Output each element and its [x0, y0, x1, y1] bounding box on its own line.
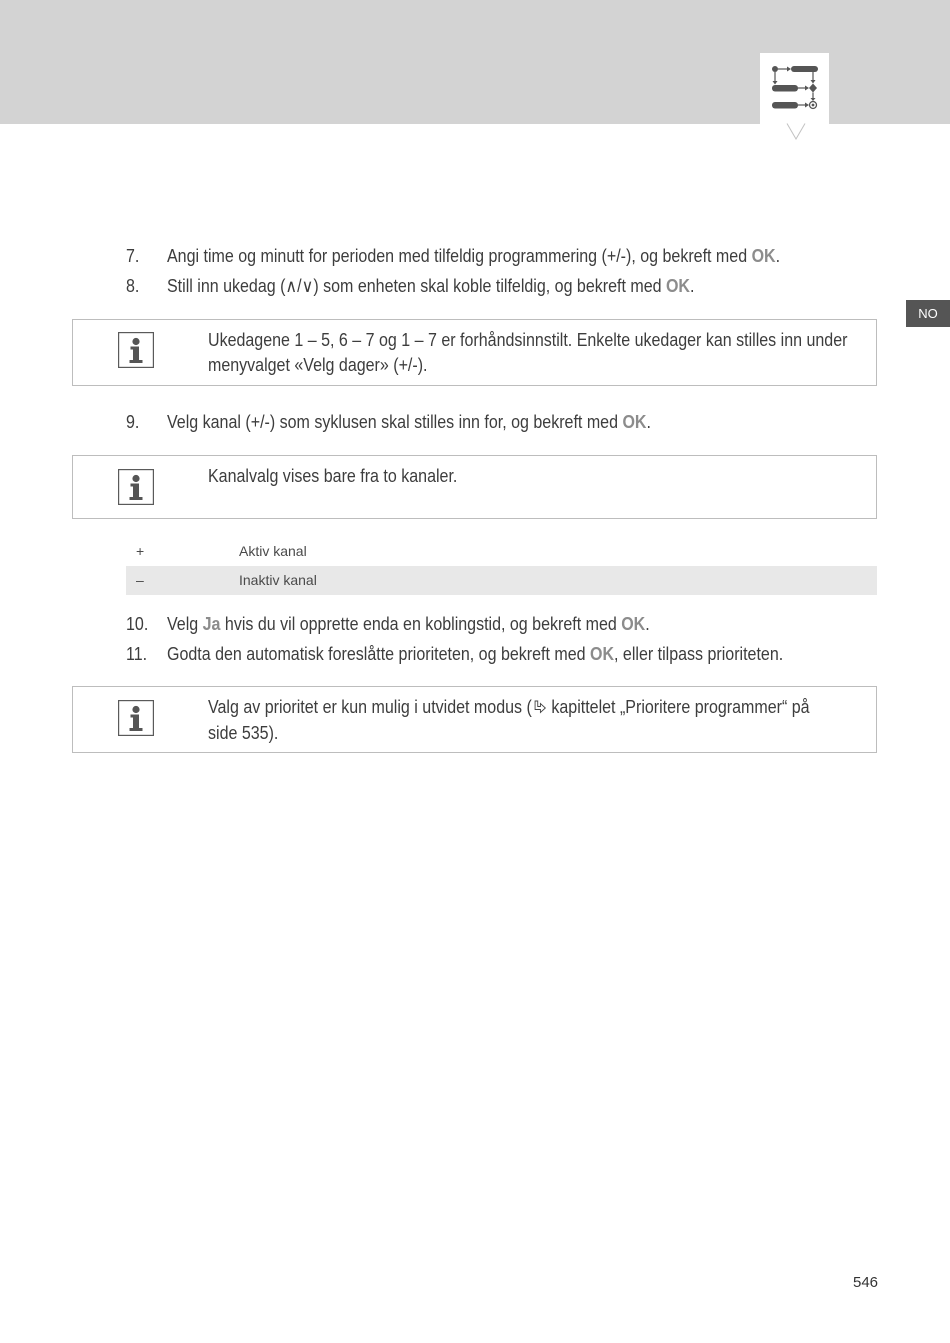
reference-arrow-icon	[534, 700, 546, 716]
channel-state-symbol: –	[136, 572, 144, 588]
note-text-line: side 535).	[208, 723, 279, 743]
step-7	[126, 246, 886, 266]
step-text-segment: hvis du vil opprette enda en koblingstid, og bekreft med	[220, 614, 622, 634]
step-text	[167, 614, 650, 634]
channel-state-label: Aktiv kanal	[239, 543, 307, 559]
ja-key-label: Ja	[202, 614, 221, 634]
step-number: 10.	[126, 614, 149, 634]
step-text-segment: .	[645, 614, 650, 634]
step-text-segment: Velg kanal (+/-) som syklusen skal stilles inn for, og bekreft med	[167, 412, 623, 432]
channel-state-table	[126, 537, 877, 595]
step-text-segment: Velg	[167, 614, 203, 634]
step-text-segment: Godta den automatisk foreslåtte prioriteten, og bekreft med	[167, 644, 590, 664]
channel-state-label: Inaktiv kanal	[239, 572, 317, 588]
page-number: 546	[853, 1274, 879, 1291]
info-icon	[118, 332, 154, 368]
table-row	[126, 537, 877, 566]
info-note-weekdays	[72, 319, 877, 386]
ok-key-label: OK	[751, 246, 776, 266]
step-text-segment: Angi time og minutt for perioden med tilfeldig programmering (+/-), og bekreft med	[167, 246, 752, 266]
table-row	[126, 566, 877, 595]
note-text-segment: Valg av prioritet er kun mulig i utvidet modus (	[208, 697, 532, 717]
step-text-segment: , eller tilpass prioriteten.	[614, 644, 784, 664]
step-text-segment: .	[646, 412, 651, 432]
step-11	[126, 644, 886, 664]
ok-key-label: OK	[622, 412, 647, 432]
note-text-line	[208, 697, 810, 717]
info-note-channels	[72, 455, 877, 519]
step-10	[126, 614, 886, 634]
step-text-segment: .	[690, 276, 695, 296]
chapter-reference-link[interactable]: kapittelet „Prioritere programmer“ på	[546, 697, 810, 717]
step-text-segment: Still inn ukedag (∧/∨) som enheten skal koble tilfeldig, og bekreft med	[167, 276, 666, 296]
ok-key-label: OK	[665, 276, 691, 296]
note-text-line: Ukedagene 1 – 5, 6 – 7 og 1 – 7 er forhåndsinnstilt. Enkelte ukedager kan stilles inn under	[208, 330, 848, 350]
channel-state-symbol: +	[136, 543, 145, 559]
step-text-segment: .	[775, 246, 781, 266]
step-text	[167, 412, 651, 432]
section-tab-pointer	[784, 123, 808, 141]
flowchart-icon	[760, 53, 829, 124]
language-tab[interactable]: NO	[906, 300, 950, 327]
info-icon	[118, 700, 154, 736]
info-note-priority	[72, 686, 877, 753]
step-number: 11.	[126, 644, 148, 664]
info-icon	[118, 469, 154, 505]
step-9	[126, 412, 886, 432]
step-text	[167, 276, 694, 296]
note-text-line: menyvalget «Velg dager» (+/-).	[208, 355, 428, 375]
step-text	[167, 246, 780, 266]
ok-key-label: OK	[621, 614, 646, 634]
ok-key-label: OK	[589, 644, 615, 664]
step-number: 7.	[126, 246, 140, 266]
step-text	[167, 644, 783, 664]
section-tab	[760, 53, 829, 124]
step-number: 8.	[126, 276, 140, 296]
step-number: 9.	[126, 412, 140, 432]
note-text-line: Kanalvalg vises bare fra to kanaler.	[208, 466, 458, 486]
step-8	[126, 276, 886, 296]
